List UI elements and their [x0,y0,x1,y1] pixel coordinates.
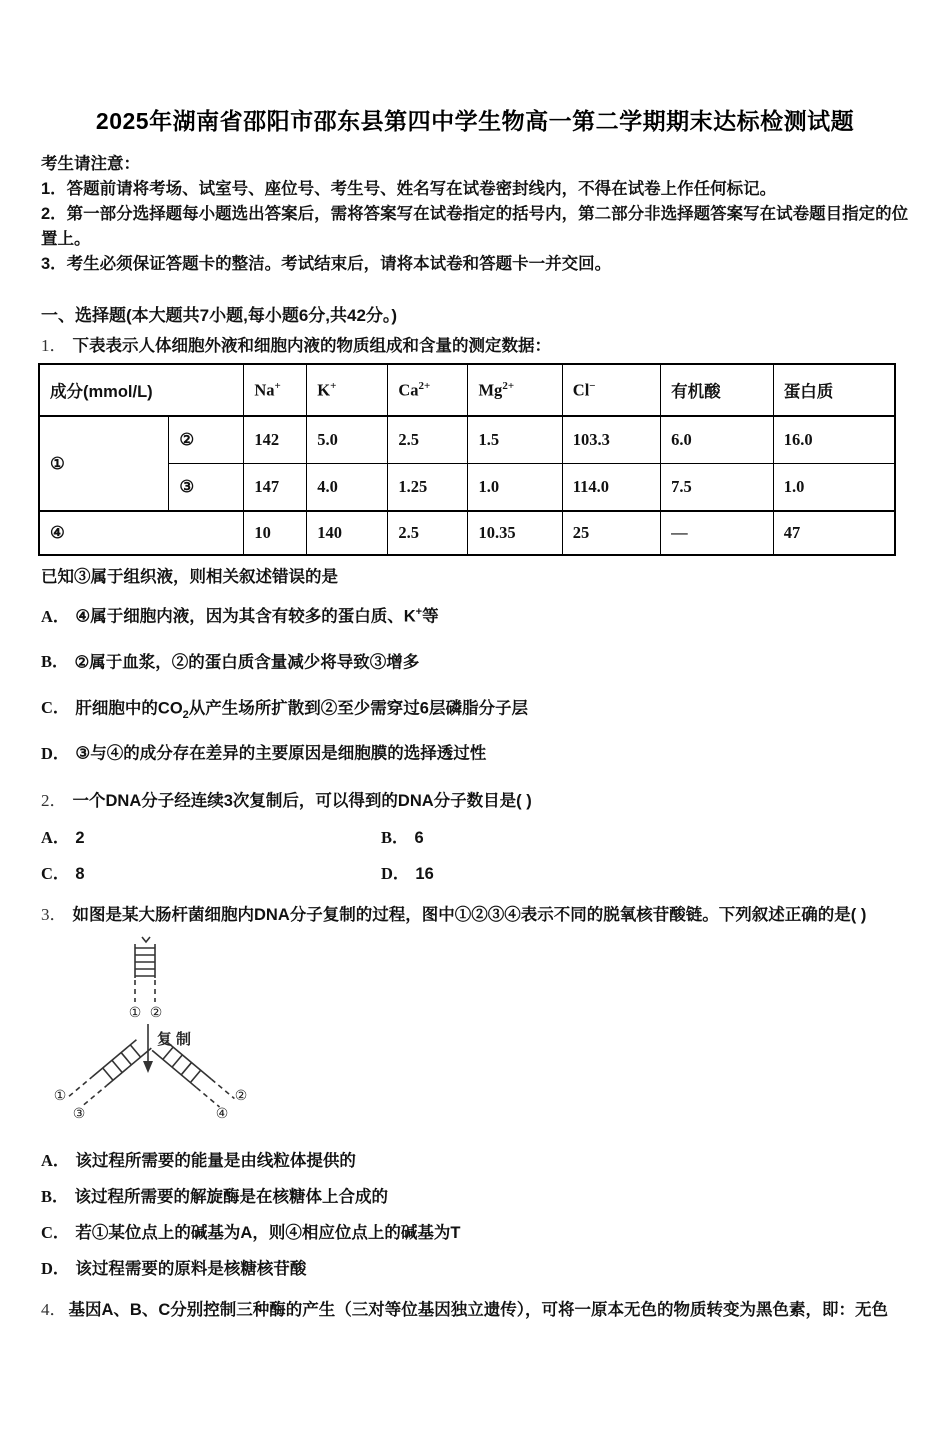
question-4-stem [41,1297,909,1323]
right-daughter-ladder [152,1038,234,1111]
option-letter: A． [41,828,70,848]
col-organic-acid: 有机酸 [661,364,774,416]
exam-page [41,104,909,1323]
q1-option-c: C． 肝细胞中的$CO_2$从产生场所扩散到②至少需穿过6层磷脂分子层 [41,698,528,721]
notice-item-1: 1．答题前请将考场、试室号、座位号、考生号、姓名写在试卷密封线内，不得在试卷上作任何标记。 [41,180,777,198]
col-ca: $Ca^{2+}$ [388,364,468,416]
cell: 7.5 [661,464,774,512]
q2-option-a: A． 2 [41,828,85,848]
question-3-stem [41,902,909,928]
row-3-label: ③ [169,464,244,512]
option-letter: B． [381,828,409,848]
q1-option-b: B． ②属于血浆，②的蛋白质含量减少将导致③增多 [41,652,420,672]
cell: 25 [562,511,660,555]
option-letter: D． [41,743,70,763]
question-1-stem [41,333,909,359]
notice-heading: 考生请注意： [41,155,140,173]
table-header-row [39,364,895,416]
q1-option-d: D． ③与④的成分存在差异的主要原因是细胞膜的选择透过性 [41,743,487,763]
col-mg: $Mg^{2+}$ [468,364,562,416]
col-protein: 蛋白质 [773,364,895,416]
cell: 10 [244,511,307,555]
cell: 6.0 [661,416,774,464]
cell: 47 [773,511,895,555]
question-2-number: 2． [41,791,67,811]
option-letter: C． [41,698,70,718]
question-2-stem [41,788,909,814]
section-heading: 一、选择题(本大题共7小题,每小题6分,共42分。) [41,306,398,325]
option-letter: A． [41,1151,70,1171]
parent-strand-2-label: ② [149,1004,163,1021]
notice-item-3: 3．考生必须保证答题卡的整洁。考试结束后，请将本试卷和答题卡一并交回。 [41,255,612,273]
question-2-text: 一个DNA分子经连续3次复制后，可以得到的DNA分子数目是( ) [72,792,532,811]
cell: 4.0 [307,464,388,512]
parent-dna-ladder [135,944,155,1002]
cell: 10.35 [468,511,562,555]
cell: 103.3 [562,416,660,464]
cell: 16.0 [773,416,895,464]
dna-replication-diagram [45,932,335,1137]
question-3-text: 如图是某大肠杆菌细胞内DNA分子复制的过程，图中①②③④表示不同的脱氧核苷酸链。下列叙述正确的是( ) [72,906,867,925]
cell: 2.5 [388,416,468,464]
cell: 5.0 [307,416,388,464]
ion-concentration-table [38,363,896,556]
question-4-text: 基因A、B、C分别控制三种酶的产生（三对等位基因独立遗传），可将一原本无色的物质转变为黑色素，即：无色 [68,1301,888,1320]
col-na: Na+ [244,364,307,416]
table-row [39,416,895,464]
row-4-label: ④ [39,511,244,555]
q3-option-c: C． 若①某位点上的碱基为A，则④相应位点上的碱基为T [41,1223,461,1243]
q2-option-c: C． 8 [41,864,85,884]
cell: 1.0 [468,464,562,512]
cell: 142 [244,416,307,464]
row-2-label: ② [169,416,244,464]
cell: — [661,511,774,555]
question-1-followup: 已知③属于组织液，则相关叙述错误的是 [41,568,338,586]
option-letter: D． [41,1259,70,1279]
left-old-strand-label: ① [53,1087,67,1104]
replication-label: 复制 [157,1031,196,1049]
col-cl: Cl− [562,364,660,416]
cell: 1.0 [773,464,895,512]
option-letter: B． [41,652,69,672]
cell: 2.5 [388,511,468,555]
option-letter: C． [41,864,70,884]
q3-option-d: D． 该过程需要的原料是核糖核苷酸 [41,1259,307,1279]
q3-option-a: A． 该过程所需要的能量是由线粒体提供的 [41,1151,356,1171]
q2-options [41,814,741,886]
cell: 147 [244,464,307,512]
q3-option-b: B． 该过程所需要的解旋酶是在核糖体上合成的 [41,1187,389,1207]
table-row [39,511,895,555]
right-new-strand-label: ④ [215,1105,229,1122]
col-k: K+ [307,364,388,416]
right-old-strand-label: ② [234,1087,248,1104]
question-1-number: 1． [41,336,67,355]
cell: 114.0 [562,464,660,512]
cell: 1.25 [388,464,468,512]
question-1-text: 下表表示人体细胞外液和细胞内液的物质组成和含量的测定数据： [72,337,551,355]
question-4-number: 4． [41,1300,67,1320]
option-letter: A． [41,606,70,626]
q2-option-b: B． 6 [381,828,424,848]
parent-strand-1-label: ① [128,1004,142,1021]
option-letter: D． [381,864,410,884]
row-group-1-label: ① [39,416,169,511]
nick-mark-icon [142,937,150,942]
cell: 140 [307,511,388,555]
left-new-strand-label: ③ [72,1105,86,1122]
left-daughter-ladder [69,1036,151,1109]
notice-item-2: 2．第一部分选择题每小题选出答案后，需将答案写在试卷指定的括号内，第二部分非选择题答案写在试卷题目指定的位置上。 [41,205,909,248]
q2-option-d: D． 16 [381,864,434,884]
option-letter: C． [41,1223,70,1243]
q1-option-a: A． ④属于细胞内液，因为其含有较多的蛋白质、K+等 [41,606,439,626]
cell: 1.5 [468,416,562,464]
page-title: 2025年湖南省邵阳市邵东县第四中学生物高一第二学期期末达标检测试题 [95,108,855,134]
table-corner-cell: 成分(mmol/L) [39,364,244,416]
question-3-number: 3． [41,905,67,925]
option-letter: B． [41,1187,69,1207]
